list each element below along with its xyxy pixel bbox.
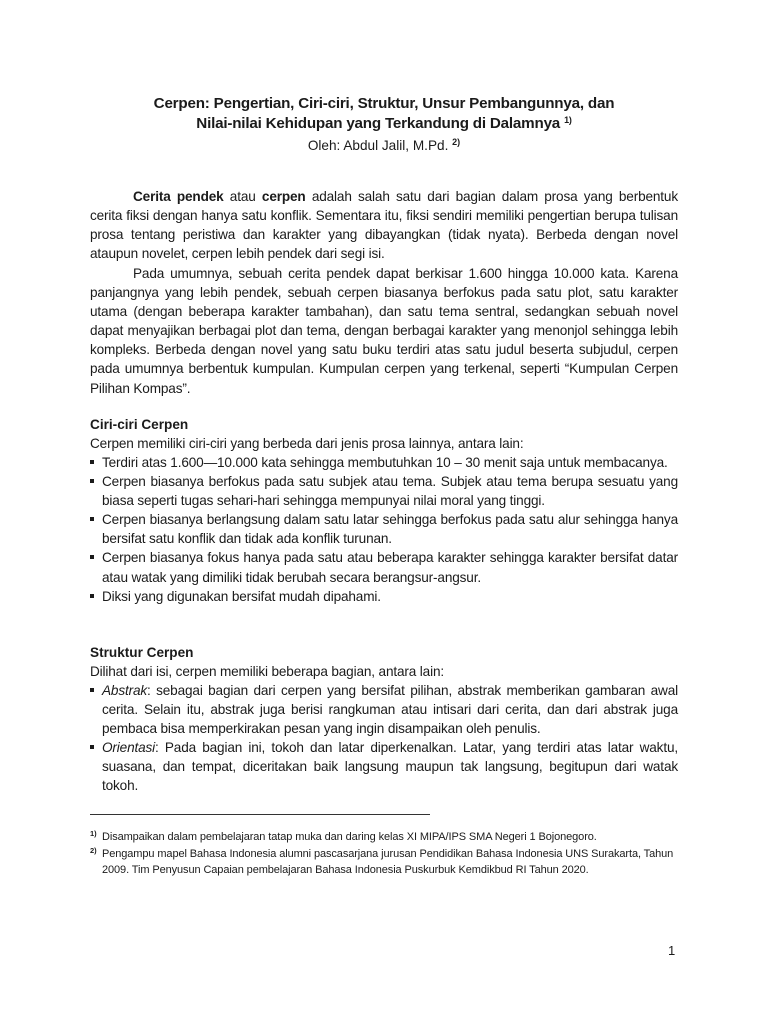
bullet-icon xyxy=(90,688,94,692)
bullet-icon xyxy=(90,745,94,749)
footnote-mark: 2) xyxy=(90,846,97,855)
bullet-icon xyxy=(90,517,94,521)
footnote-text: Disampaikan dalam pembelajaran tatap muka dan daring kelas XI MIPA/IPS SMA Negeri 1 Bojonegoro. xyxy=(102,831,597,843)
footnote-1 xyxy=(90,829,690,845)
struktur-term: Abstrak xyxy=(102,683,148,698)
bullet-icon xyxy=(90,460,94,464)
footnote-divider xyxy=(90,814,430,815)
footnote-2 xyxy=(90,846,690,876)
struktur-term: Orientasi xyxy=(102,740,156,756)
list-item: Orientasi: Pada bagian ini, tokoh dan latar diperkenalkan. Latar, yang terdiri atas latar waktu, suasana, dan tempat, diceritakan baik langsung maupun tak langsung, begitupun dari watak tokoh. xyxy=(90,738,678,795)
document-title-line-1 xyxy=(90,94,678,113)
list-item: Cerpen biasanya berfokus pada satu subjek atau tema. Subjek atau tema berupa sesuatu yang biasa seperti tugas sehari-hari sehingga mempunyai nilai moral yang tinggi. xyxy=(90,472,678,510)
list-item: Terdiri atas 1.600—10.000 kata sehingga membutuhkan 10 – 30 menit saja untuk membacanya. xyxy=(90,453,678,472)
title-text-2: Nilai-nilai Kehidupan yang Terkandung di Dalamnya xyxy=(196,115,561,132)
section-heading-ciri: Ciri-ciri Cerpen xyxy=(90,417,189,432)
title-text-1: Cerpen: Pengertian, Ciri-ciri, Struktur, Unsur Pembangunnya, dan xyxy=(153,95,615,112)
document-title-line-2 xyxy=(90,114,678,133)
intro-connector: atau xyxy=(223,189,262,204)
title-footnote-mark: 1) xyxy=(564,115,572,125)
struktur-intro: Dilihat dari isi, cerpen memiliki beberapa bagian, antara lain: xyxy=(90,664,444,679)
list-item: Abstrak: sebagai bagian dari cerpen yang bersifat pilihan, abstrak memberikan gambaran awal cerita. Selain itu, abstrak juga berisi rangkuman atau intisari dari cerita, dan dari abstrak juga pembaca bisa memperkirakan pesan yang ingin disampaikan oleh penulis. xyxy=(90,681,678,738)
ciri-intro: Cerpen memiliki ciri-ciri yang berbeda dari jenis prosa lainnya, antara lain: xyxy=(90,436,524,451)
list-item: Diksi yang digunakan bersifat mudah dipahami. xyxy=(90,587,678,606)
term-cerpen: cerpen xyxy=(261,189,306,204)
list-item: Cerpen biasanya fokus hanya pada satu atau beberapa karakter sehingga karakter bersifat datar atau watak yang dimiliki tidak berubah secara berangsur-angsur. xyxy=(90,548,678,586)
intro-paragraph-1-text: adalah salah satu dari bagian dalam prosa yang berbentuk cerita fiksi dengan hanya satu konflik. Sementara itu, fiksi sendiri memiliki pengertian berupa tulisan prosa tentang peristiwa dan karakter yang dibayangkan (tidak nyata). Berbeda dengan novel ataupun novelet, cerpen lebih pendek dari segi isi. xyxy=(90,189,678,262)
footnote-mark: 1) xyxy=(90,829,97,838)
ciri-list xyxy=(90,453,678,606)
author-footnote-mark: 2) xyxy=(452,137,461,147)
footnote-text: Pengampu mapel Bahasa Indonesia alumni pascasarjana jurusan Pendidikan Bahasa Indonesia UNS Surakarta, Tahun 2009. Tim Penyusun Capaian pembelajaran Bahasa Indonesia Puskurbuk Kemdikbud RI Tahun 2020. xyxy=(102,848,674,876)
section-heading-struktur: Struktur Cerpen xyxy=(90,645,194,660)
term-cerita-pendek: Cerita pendek xyxy=(133,189,224,204)
author-name: Oleh: Abdul Jalil, M.Pd. xyxy=(307,138,449,153)
page-number: 1 xyxy=(668,943,676,958)
bullet-icon xyxy=(90,555,94,559)
bullet-icon xyxy=(90,594,94,598)
intro-paragraph-2: Pada umumnya, sebuah cerita pendek dapat berkisar 1.600 hingga 10.000 kata. Karena panjangnya yang lebih pendek, sebuah cerpen biasanya berfokus pada satu plot, satu karakter utama (dengan beberapa karakter tambahan), dan satu tema sentral, sedangkan sebuah novel dapat menyajikan berbagai plot dan tema, dengan berbagai karakter yang menonjol sehingga lebih kompleks. Berbeda dengan novel yang satu buku terdiri atas satu judul beserta subjudul, cerpen pada umumnya berbentuk kumpulan. Kumpulan cerpen yang terkenal, seperti “Kumpulan Cerpen Pilihan Kompas”. xyxy=(90,266,678,396)
struktur-list xyxy=(90,681,678,796)
list-item: Cerpen biasanya berlangsung dalam satu latar sehingga berfokus pada satu alur sehingga hanya bersifat satu konflik dan tidak ada konflik turunan. xyxy=(90,510,678,548)
bullet-icon xyxy=(90,479,94,483)
intro-paragraph-1 xyxy=(90,187,678,263)
author-byline xyxy=(90,137,678,155)
